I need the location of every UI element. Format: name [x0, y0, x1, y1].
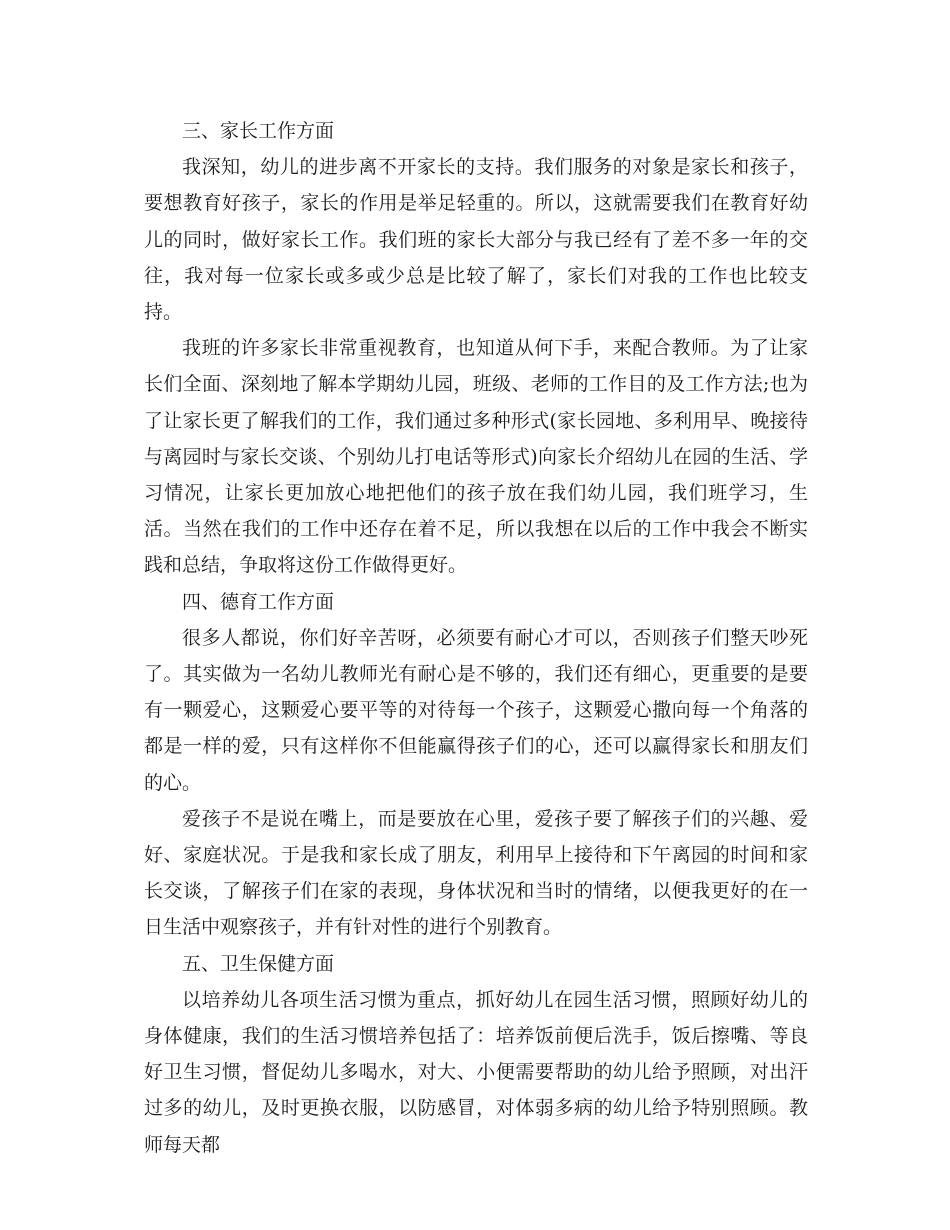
body-paragraph: 我深知，幼儿的进步离不开家长的支持。我们服务的对象是家长和孩子，要想教育好孩子，家长的作用是举足轻重的。所以，这就需要我们在教育好幼儿的同时，做好家长工作。我们班的家长大部分与我已经有了差不多一年的交往，我对每一位家长或多或少总是比较了解了，家长们对我的工作也比较支持。 — [144, 156, 808, 324]
body-paragraph: 以培养幼儿各项生活习惯为重点，抓好幼儿在园生活习惯，照顾好幼儿的身体健康，我们的生活习惯培养包括了：培养饭前便后洗手，饭后擦嘴、等良好卫生习惯，督促幼儿多喝水，对大、小便需要帮助的幼儿给予照顾，对出汗过多的幼儿，及时更换衣服，以防感冒，对体弱多病的幼儿给予特别照顾。教师每天都 — [144, 988, 808, 1156]
document-body — [144, 113, 808, 1163]
body-paragraph: 爱孩子不是说在嘴上，而是要放在心里，爱孩子要了解孩子们的兴趣、爱好、家庭状况。于是我和家长成了朋友，利用早上接待和下午离园的时间和家长交谈，了解孩子们在家的表现，身体状况和当时的情绪，以便我更好的在一日生活中观察孩子，并有针对性的进行个别教育。 — [144, 807, 808, 939]
section-health-care — [144, 946, 808, 1163]
body-paragraph: 很多人都说，你们好辛苦呀，必须要有耐心才可以，否则孩子们整天吵死了。其实做为一名幼儿教师光有耐心是不够的，我们还有细心，更重要的是要有一颗爱心，这颗爱心要平等的对待每一个孩子，这颗爱心撒向每一个角落的都是一样的爱，只有这样你不但能赢得孩子们的心，还可以赢得家长和朋友们的心。 — [144, 626, 808, 794]
body-paragraph: 我班的许多家长非常重视教育，也知道从何下手，来配合教师。为了让家长们全面、深刻地了解本学期幼儿园，班级、老师的工作目的及工作方法;也为了让家长更了解我们的工作，我们通过多种形式(家长园地、多利用早、晚接待与离园时与家长交谈、个别幼儿打电话等形式)向家长介绍幼儿在园的生活、学习情况，让家长更加放心地把他们的孩子放在我们幼儿园，我们班学习，生活。当然在我们的工作中还存在着不足，所以我想在以后的工作中我会不断实践和总结，争取将这份工作做得更好。 — [144, 337, 808, 577]
section-parent-work — [144, 113, 808, 584]
section-heading: 四、德育工作方面 — [182, 590, 335, 613]
section-heading: 三、家长工作方面 — [182, 120, 335, 142]
section-moral-education — [144, 584, 808, 946]
section-heading: 五、卫生保健方面 — [182, 952, 335, 975]
